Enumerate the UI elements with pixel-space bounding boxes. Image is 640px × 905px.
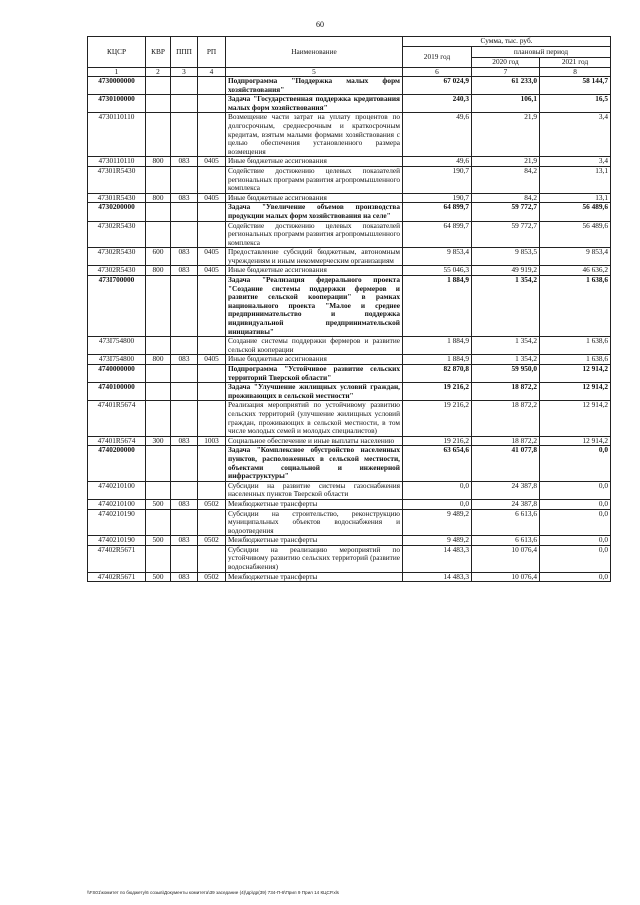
kcsr-cell: 473I754800 (88, 337, 146, 355)
amount-2021-cell: 0,0 (540, 545, 611, 572)
ppp-cell: 083 (171, 355, 198, 365)
ppp-cell: 083 (171, 248, 198, 266)
name-cell: Иные бюджетные ассигнования (226, 157, 403, 167)
kcsr-cell: 47302R5430 (88, 221, 146, 248)
amount-2021-cell: 1 638,6 (540, 337, 611, 355)
amount-2019-cell: 1 884,9 (403, 276, 472, 337)
amount-2020-cell: 24 387,8 (472, 499, 540, 509)
kcsr-cell: 47401R5674 (88, 401, 146, 436)
kvr-cell (146, 481, 171, 499)
kcsr-cell: 4740000000 (88, 365, 146, 383)
amount-2021-cell: 12 914,2 (540, 365, 611, 383)
table-row (88, 221, 611, 248)
column-number: 3 (171, 68, 198, 77)
name-cell: Содействие достижению целевых показателей региональных программ развития агропромышленного комплекса (226, 221, 403, 248)
table-row (88, 509, 611, 536)
kcsr-cell: 47401R5674 (88, 436, 146, 446)
rp-cell: 0405 (198, 248, 226, 266)
amount-2020-cell: 10 076,4 (472, 572, 540, 582)
amount-2021-cell: 13,1 (540, 166, 611, 193)
rp-cell (198, 221, 226, 248)
amount-2019-cell: 19 216,2 (403, 436, 472, 446)
table-row (88, 365, 611, 383)
table-row (88, 248, 611, 266)
table-row (88, 355, 611, 365)
kcsr-cell: 4740200000 (88, 446, 146, 481)
table-row (88, 436, 611, 446)
kvr-cell (146, 77, 171, 95)
table-row (88, 337, 611, 355)
table-row (88, 113, 611, 157)
name-cell: Задача "Улучшение жилищных условий граждан, проживающих в сельской местности" (226, 383, 403, 401)
ppp-cell: 083 (171, 536, 198, 546)
ppp-cell (171, 365, 198, 383)
amount-2019-cell: 19 216,2 (403, 401, 472, 436)
amount-2020-cell: 9 853,5 (472, 248, 540, 266)
ppp-cell (171, 545, 198, 572)
amount-2019-cell: 19 216,2 (403, 383, 472, 401)
kcsr-cell: 473I754800 (88, 355, 146, 365)
amount-2020-cell: 18 872,2 (472, 401, 540, 436)
header-ppp: ППП (171, 37, 198, 68)
amount-2021-cell: 0,0 (540, 499, 611, 509)
table-row (88, 383, 611, 401)
amount-2021-cell: 0,0 (540, 536, 611, 546)
name-cell: Иные бюджетные ассигнования (226, 266, 403, 276)
amount-2020-cell: 21,9 (472, 113, 540, 157)
ppp-cell: 083 (171, 499, 198, 509)
column-number: 5 (226, 68, 403, 77)
rp-cell (198, 481, 226, 499)
kvr-cell (146, 203, 171, 221)
amount-2021-cell: 9 853,4 (540, 248, 611, 266)
rp-cell: 0502 (198, 572, 226, 582)
amount-2021-cell: 12 914,2 (540, 436, 611, 446)
amount-2019-cell: 240,3 (403, 95, 472, 113)
kvr-cell (146, 113, 171, 157)
kvr-cell: 800 (146, 266, 171, 276)
rp-cell (198, 365, 226, 383)
kvr-cell (146, 545, 171, 572)
rp-cell (198, 276, 226, 337)
kvr-cell: 800 (146, 193, 171, 203)
ppp-cell: 083 (171, 193, 198, 203)
table-row (88, 276, 611, 337)
name-cell: Субсидии на развитие системы газоснабжения населенных пунктов Тверской области (226, 481, 403, 499)
table-row (88, 572, 611, 582)
amount-2021-cell: 16,5 (540, 95, 611, 113)
amount-2021-cell: 58 144,7 (540, 77, 611, 95)
rp-cell (198, 77, 226, 95)
rp-cell: 0405 (198, 266, 226, 276)
kvr-cell (146, 221, 171, 248)
amount-2020-cell: 49 919,2 (472, 266, 540, 276)
ppp-cell: 083 (171, 157, 198, 167)
ppp-cell (171, 113, 198, 157)
amount-2019-cell: 190,7 (403, 193, 472, 203)
file-path-footer: \\FS01\комитет по бюджету\6 созыв\Документы комитета\39 заседание (4)\др\др(39) 734-П-6\Прил 9 Прил 14 КЦСР.xls (87, 890, 339, 895)
amount-2021-cell: 56 489,6 (540, 221, 611, 248)
kvr-cell (146, 337, 171, 355)
ppp-cell (171, 383, 198, 401)
name-cell: Субсидии на реализацию мероприятий по устойчивому развитию сельских территорий (развитие водоснабжения) (226, 545, 403, 572)
table-row (88, 193, 611, 203)
amount-2019-cell: 9 853,4 (403, 248, 472, 266)
amount-2019-cell: 190,7 (403, 166, 472, 193)
column-number: 4 (198, 68, 226, 77)
amount-2019-cell: 49,6 (403, 157, 472, 167)
ppp-cell: 083 (171, 436, 198, 446)
amount-2021-cell: 13,1 (540, 193, 611, 203)
rp-cell (198, 113, 226, 157)
name-cell: Межбюджетные трансферты (226, 536, 403, 546)
kvr-cell: 500 (146, 572, 171, 582)
kcsr-cell: 4730110110 (88, 157, 146, 167)
rp-cell: 0502 (198, 536, 226, 546)
kcsr-cell: 47301R5430 (88, 166, 146, 193)
amount-2021-cell: 12 914,2 (540, 383, 611, 401)
amount-2019-cell: 67 024,9 (403, 77, 472, 95)
header-kcsr: КЦСР (88, 37, 146, 68)
amount-2020-cell: 84,2 (472, 193, 540, 203)
rp-cell (198, 337, 226, 355)
header-rp: РП (198, 37, 226, 68)
amount-2020-cell: 59 950,0 (472, 365, 540, 383)
amount-2021-cell: 0,0 (540, 481, 611, 499)
amount-2020-cell: 61 233,0 (472, 77, 540, 95)
kcsr-cell: 4740100000 (88, 383, 146, 401)
table-row (88, 499, 611, 509)
amount-2019-cell: 82 870,8 (403, 365, 472, 383)
ppp-cell (171, 337, 198, 355)
name-cell: Реализация мероприятий по устойчивому развитию сельских территорий (улучшение жилищных условий граждан, проживающих в сельской местности, в том числе молодых семей и молодых специалистов) (226, 401, 403, 436)
page-number: 60 (316, 20, 324, 29)
kvr-cell (146, 276, 171, 337)
ppp-cell (171, 276, 198, 337)
rp-cell (198, 401, 226, 436)
amount-2020-cell: 10 076,4 (472, 545, 540, 572)
amount-2019-cell: 63 654,6 (403, 446, 472, 481)
name-cell: Субсидии на строительство, реконструкцию муниципальных объектов водоснабжения и водоотведения (226, 509, 403, 536)
kcsr-cell: 4740210190 (88, 509, 146, 536)
amount-2019-cell: 9 489,2 (403, 536, 472, 546)
column-number: 1 (88, 68, 146, 77)
kvr-cell: 300 (146, 436, 171, 446)
header-kvr: КВР (146, 37, 171, 68)
kvr-cell (146, 446, 171, 481)
amount-2019-cell: 0,0 (403, 499, 472, 509)
ppp-cell (171, 221, 198, 248)
kvr-cell: 800 (146, 355, 171, 365)
amount-2019-cell: 1 884,9 (403, 355, 472, 365)
amount-2019-cell: 9 489,2 (403, 509, 472, 536)
amount-2020-cell: 59 772,7 (472, 221, 540, 248)
amount-2019-cell: 14 483,3 (403, 545, 472, 572)
amount-2021-cell: 56 489,6 (540, 203, 611, 221)
kcsr-cell: 47302R5430 (88, 248, 146, 266)
kvr-cell (146, 383, 171, 401)
amount-2019-cell: 0,0 (403, 481, 472, 499)
table-row (88, 77, 611, 95)
amount-2020-cell: 1 354,2 (472, 355, 540, 365)
amount-2019-cell: 1 884,9 (403, 337, 472, 355)
name-cell: Предоставление субсидий бюджетным, автономным учреждениям и иным некоммерческим организациям (226, 248, 403, 266)
name-cell: Социальное обеспечение и иные выплаты населению (226, 436, 403, 446)
header-2021: 2021 год (540, 58, 611, 68)
rp-cell: 0502 (198, 499, 226, 509)
column-number: 7 (472, 68, 540, 77)
kvr-cell (146, 166, 171, 193)
header-name: Наименование (226, 37, 403, 68)
ppp-cell (171, 95, 198, 113)
rp-cell: 0405 (198, 157, 226, 167)
rp-cell (198, 166, 226, 193)
rp-cell: 0405 (198, 193, 226, 203)
header-plan-period: плановый период (472, 46, 611, 58)
table-row (88, 446, 611, 481)
amount-2021-cell: 3,4 (540, 113, 611, 157)
amount-2021-cell: 0,0 (540, 572, 611, 582)
kcsr-cell: 47302R5430 (88, 266, 146, 276)
header-sum-caption: Сумма, тыс. руб. (403, 37, 611, 47)
amount-2019-cell: 49,6 (403, 113, 472, 157)
kvr-cell: 500 (146, 536, 171, 546)
amount-2020-cell: 1 354,2 (472, 276, 540, 337)
kvr-cell (146, 509, 171, 536)
amount-2021-cell: 46 636,2 (540, 266, 611, 276)
amount-2020-cell: 1 354,2 (472, 337, 540, 355)
table-row (88, 545, 611, 572)
kcsr-cell: 473I700000 (88, 276, 146, 337)
table-row (88, 481, 611, 499)
amount-2020-cell: 18 872,2 (472, 436, 540, 446)
amount-2019-cell: 14 483,3 (403, 572, 472, 582)
kcsr-cell: 4740210100 (88, 481, 146, 499)
table-row (88, 266, 611, 276)
amount-2021-cell: 0,0 (540, 446, 611, 481)
amount-2021-cell: 12 914,2 (540, 401, 611, 436)
amount-2020-cell: 106,1 (472, 95, 540, 113)
ppp-cell (171, 166, 198, 193)
rp-cell: 0405 (198, 355, 226, 365)
kvr-cell: 800 (146, 157, 171, 167)
name-cell: Межбюджетные трансферты (226, 572, 403, 582)
kcsr-cell: 4740210190 (88, 536, 146, 546)
ppp-cell (171, 203, 198, 221)
table-row (88, 157, 611, 167)
rp-cell (198, 545, 226, 572)
kcsr-cell: 4740210100 (88, 499, 146, 509)
name-cell: Создание системы поддержки фермеров и развитие сельской кооперации (226, 337, 403, 355)
column-number: 6 (403, 68, 472, 77)
kvr-cell: 600 (146, 248, 171, 266)
header-2020: 2020 год (472, 58, 540, 68)
rp-cell (198, 509, 226, 536)
kcsr-cell: 4730000000 (88, 77, 146, 95)
kcsr-cell: 4730100000 (88, 95, 146, 113)
amount-2019-cell: 55 046,3 (403, 266, 472, 276)
table-row (88, 401, 611, 436)
kvr-cell (146, 365, 171, 383)
amount-2020-cell: 84,2 (472, 166, 540, 193)
name-cell: Иные бюджетные ассигнования (226, 193, 403, 203)
name-cell: Содействие достижению целевых показателей региональных программ развития агропромышленного комплекса (226, 166, 403, 193)
kcsr-cell: 4730110110 (88, 113, 146, 157)
header-2019: 2019 год (403, 46, 472, 67)
amount-2021-cell: 3,4 (540, 157, 611, 167)
amount-2019-cell: 64 899,7 (403, 221, 472, 248)
ppp-cell: 083 (171, 572, 198, 582)
kcsr-cell: 4730200000 (88, 203, 146, 221)
name-cell: Иные бюджетные ассигнования (226, 355, 403, 365)
table-row (88, 95, 611, 113)
amount-2020-cell: 6 613,6 (472, 509, 540, 536)
kcsr-cell: 47301R5430 (88, 193, 146, 203)
rp-cell (198, 95, 226, 113)
kcsr-cell: 47402R5671 (88, 572, 146, 582)
ppp-cell (171, 401, 198, 436)
name-cell: Межбюджетные трансферты (226, 499, 403, 509)
name-cell: Задача "Реализация федерального проекта "Создание системы поддержки фермеров и развитие сельской кооперации" в рамках национального проекта "Малое и среднее предпринимательство и поддержка индивидуальной предпринимательской инициативы" (226, 276, 403, 337)
table-row (88, 536, 611, 546)
amount-2021-cell: 1 638,6 (540, 276, 611, 337)
amount-2021-cell: 1 638,6 (540, 355, 611, 365)
amount-2020-cell: 6 613,6 (472, 536, 540, 546)
kvr-cell (146, 95, 171, 113)
rp-cell (198, 383, 226, 401)
kvr-cell (146, 401, 171, 436)
amount-2019-cell: 64 899,7 (403, 203, 472, 221)
name-cell: Задача "Комплексное обустройство населенных пунктов, расположенных в сельской местности, объектами социальной и инженерной инфраструктуры" (226, 446, 403, 481)
budget-table (87, 36, 611, 582)
name-cell: Подпрограмма "Поддержка малых форм хозяйствования" (226, 77, 403, 95)
rp-cell (198, 203, 226, 221)
ppp-cell (171, 77, 198, 95)
table-row (88, 166, 611, 193)
rp-cell (198, 446, 226, 481)
amount-2020-cell: 41 077,8 (472, 446, 540, 481)
table-row (88, 203, 611, 221)
rp-cell: 1003 (198, 436, 226, 446)
column-number: 2 (146, 68, 171, 77)
name-cell: Подпрограмма "Устойчивое развитие сельских территорий Тверской области" (226, 365, 403, 383)
amount-2020-cell: 21,9 (472, 157, 540, 167)
name-cell: Задача "Государственная поддержка кредитования малых форм хозяйствования" (226, 95, 403, 113)
amount-2020-cell: 24 387,8 (472, 481, 540, 499)
ppp-cell (171, 481, 198, 499)
column-number: 8 (540, 68, 611, 77)
name-cell: Возмещение части затрат на уплату процентов по долгосрочным, среднесрочным и краткосрочным кредитам, взятым малыми формами хозяйствования с целью обеспечения установленного размера возмещения (226, 113, 403, 157)
name-cell: Задача "Увеличение объемов производства продукции малых форм хозяйствования на селе" (226, 203, 403, 221)
amount-2020-cell: 59 772,7 (472, 203, 540, 221)
ppp-cell: 083 (171, 266, 198, 276)
column-number-row (88, 68, 611, 77)
kcsr-cell: 47402R5671 (88, 545, 146, 572)
ppp-cell (171, 509, 198, 536)
table-header-row-1 (88, 37, 611, 47)
amount-2020-cell: 18 872,2 (472, 383, 540, 401)
kvr-cell: 500 (146, 499, 171, 509)
amount-2021-cell: 0,0 (540, 509, 611, 536)
ppp-cell (171, 446, 198, 481)
